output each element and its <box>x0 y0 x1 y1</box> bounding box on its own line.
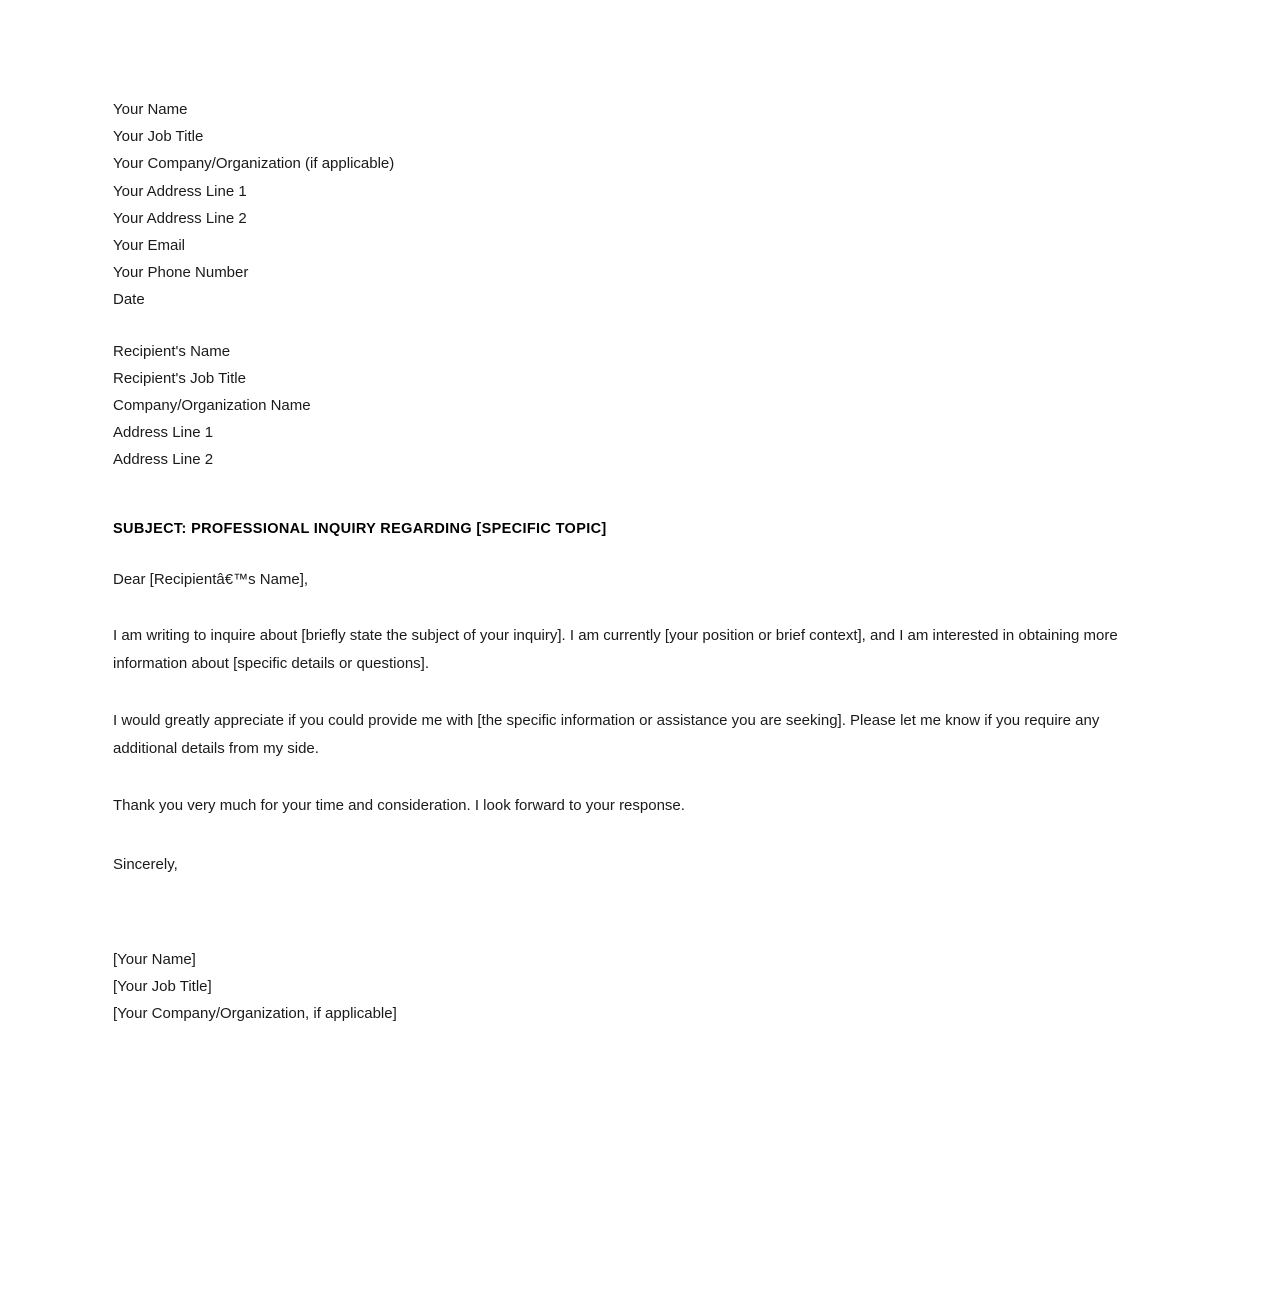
recipient-job-title: Recipient's Job Title <box>113 369 246 387</box>
salutation: Dear [Recipientâ€™s Name], <box>113 570 309 588</box>
sender-name: Your Name <box>113 101 188 118</box>
subject-line: SUBJECT: PROFESSIONAL INQUIRY REGARDING [SPECIFIC TOPIC] <box>113 520 607 537</box>
letter-date: Date <box>113 291 145 309</box>
recipient-address-1: Address Line 1 <box>113 424 214 442</box>
recipient-company: Company/Organization Name <box>113 397 311 415</box>
sender-address-block <box>113 96 1148 314</box>
signature-name: [Your Name] <box>113 951 196 969</box>
sender-company: Your Company/Organization (if applicable) <box>113 155 395 173</box>
sender-job-title: Your Job Title <box>113 128 204 146</box>
signature-space <box>113 878 1148 946</box>
sender-address-2: Your Address Line 2 <box>113 209 247 227</box>
signature-company: [Your Company/Organization, if applicable] <box>113 1005 397 1023</box>
recipient-address-block <box>113 338 1148 474</box>
signature-job-title: [Your Job Title] <box>113 978 212 996</box>
body-paragraph-2: I would greatly appreciate if you could provide me with [the specific information or assistance you are seeking]. Please let me know if you require any additional details from my side. <box>113 711 1100 757</box>
sender-email: Your Email <box>113 237 185 255</box>
body-paragraph-1: I am writing to inquire about [briefly state the subject of your inquiry]. I am currently [your position or brief context], and I am interested in obtaining more information about [specific details or questions]. <box>113 626 1118 672</box>
address-block-spacer <box>113 314 1148 338</box>
body-paragraph-3: Thank you very much for your time and consideration. I look forward to your response. <box>113 796 685 814</box>
closing-salutation: Sincerely, <box>113 855 178 873</box>
recipient-address-2: Address Line 2 <box>113 451 214 469</box>
letter-body <box>113 96 1148 1028</box>
recipient-name: Recipient's Name <box>113 342 231 360</box>
signature-block <box>113 946 1148 1028</box>
sender-address-1: Your Address Line 1 <box>113 182 247 200</box>
sender-phone: Your Phone Number <box>113 264 249 282</box>
